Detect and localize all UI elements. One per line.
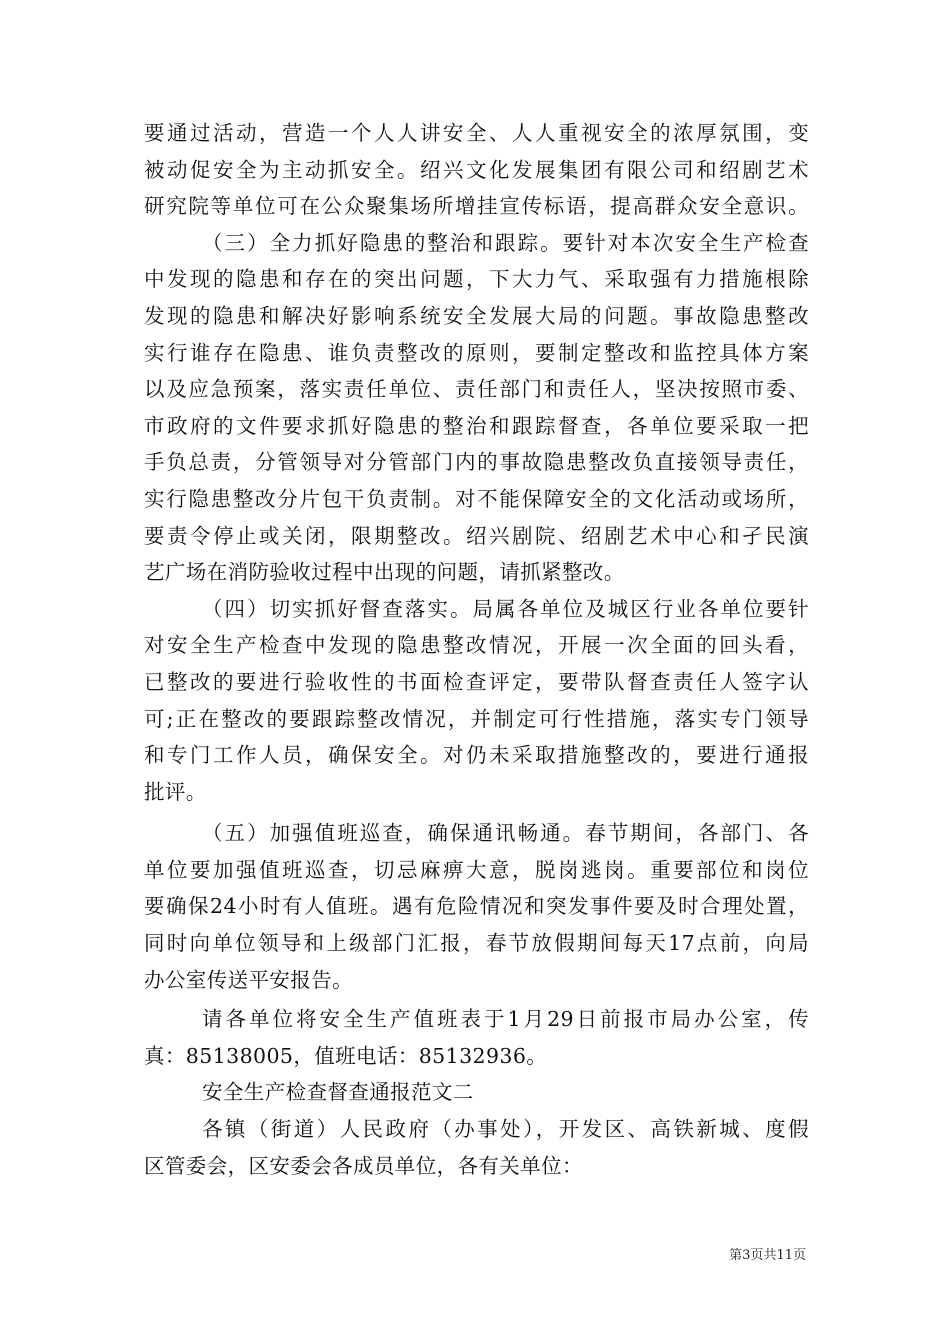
body-line: 办公室传送平安报告。: [144, 967, 353, 992]
body-line: 要责令停止或关闭，限期整改。绍兴剧院、绍剧艺术中心和孑民演: [144, 523, 809, 548]
section-title: 安全生产检查督查通报范文二: [202, 1080, 474, 1105]
body-line: 单位要加强值班巡查，切忌麻痹大意，脱岗逃岗。重要部位和岗位: [144, 857, 809, 882]
body-line: 同时向单位领导和上级部门汇报，春节放假期间每天17点前，向局: [144, 931, 809, 956]
paragraph-heading-5: （五）加强值班巡查，确保通讯畅通。春节期间，各部门、各: [202, 821, 809, 846]
body-line: 中发现的隐患和存在的突出问题，下大力气、采取强有力措施根除: [144, 267, 809, 292]
body-line: 实行隐患整改分片包干负责制。对不能保障安全的文化活动或场所，: [144, 486, 809, 511]
body-line: 手负总责，分管领导对分管部门内的事故隐患整改负直接领导责任，: [144, 450, 809, 475]
addressee-line: 各镇（街道）人民政府（办事处），开发区、高铁新城、度假: [202, 1117, 809, 1142]
contact-paragraph: 请各单位将安全生产值班表于1月29日前报市局办公室，传: [202, 1007, 809, 1032]
body-line: 实行谁存在隐患、谁负责整改的原则，要制定整改和监控具体方案: [144, 340, 809, 365]
body-line: 艺广场在消防验收过程中出现的问题，请抓紧整改。: [144, 560, 625, 585]
body-line: 以及应急预案，落实责任单位、责任部门和责任人，坚决按照市委、: [144, 377, 809, 402]
addressee-line: 区管委会，区安委会各成员单位，各有关单位：: [144, 1153, 583, 1178]
body-line: 可;正在整改的要跟踪整改情况，并制定可行性措施，落实专门领导: [144, 706, 809, 731]
body-line: 要确保24小时有人值班。遇有危险情况和突发事件要及时合理处置，: [144, 894, 809, 919]
body-line: 被动促安全为主动抓安全。绍兴文化发展集团有限公司和绍剧艺术: [144, 157, 809, 182]
page-footer: 第3页共11页: [729, 1248, 806, 1263]
paragraph-heading-3: （三）全力抓好隐患的整治和跟踪。要针对本次安全生产检查: [202, 230, 809, 255]
document-body: [144, 115, 809, 1184]
body-line: 和专门工作人员，确保安全。对仍未采取措施整改的，要进行通报: [144, 743, 809, 768]
body-line: 已整改的要进行验收性的书面检查评定，要带队督查责任人签字认: [144, 669, 809, 694]
body-line: 对安全生产检查中发现的隐患整改情况，开展一次全面的回头看，: [144, 633, 809, 658]
body-line: 要通过活动，营造一个人人讲安全、人人重视安全的浓厚氛围，变: [144, 121, 809, 145]
body-line: 批评。: [144, 779, 207, 804]
paragraph-heading-4: （四）切实抓好督查落实。局属各单位及城区行业各单位要针: [202, 596, 809, 621]
body-line: 研究院等单位可在公众聚集场所增挂宣传标语，提高群众安全意识。: [144, 194, 809, 219]
body-line: 发现的隐患和解决好影响系统安全发展大局的问题。事故隐患整改: [144, 303, 809, 328]
body-line: 市政府的文件要求抓好隐患的整治和跟踪督查，各单位要采取一把: [144, 413, 809, 438]
contact-line: 真：85138005，值班电话：85132936。: [144, 1043, 548, 1068]
